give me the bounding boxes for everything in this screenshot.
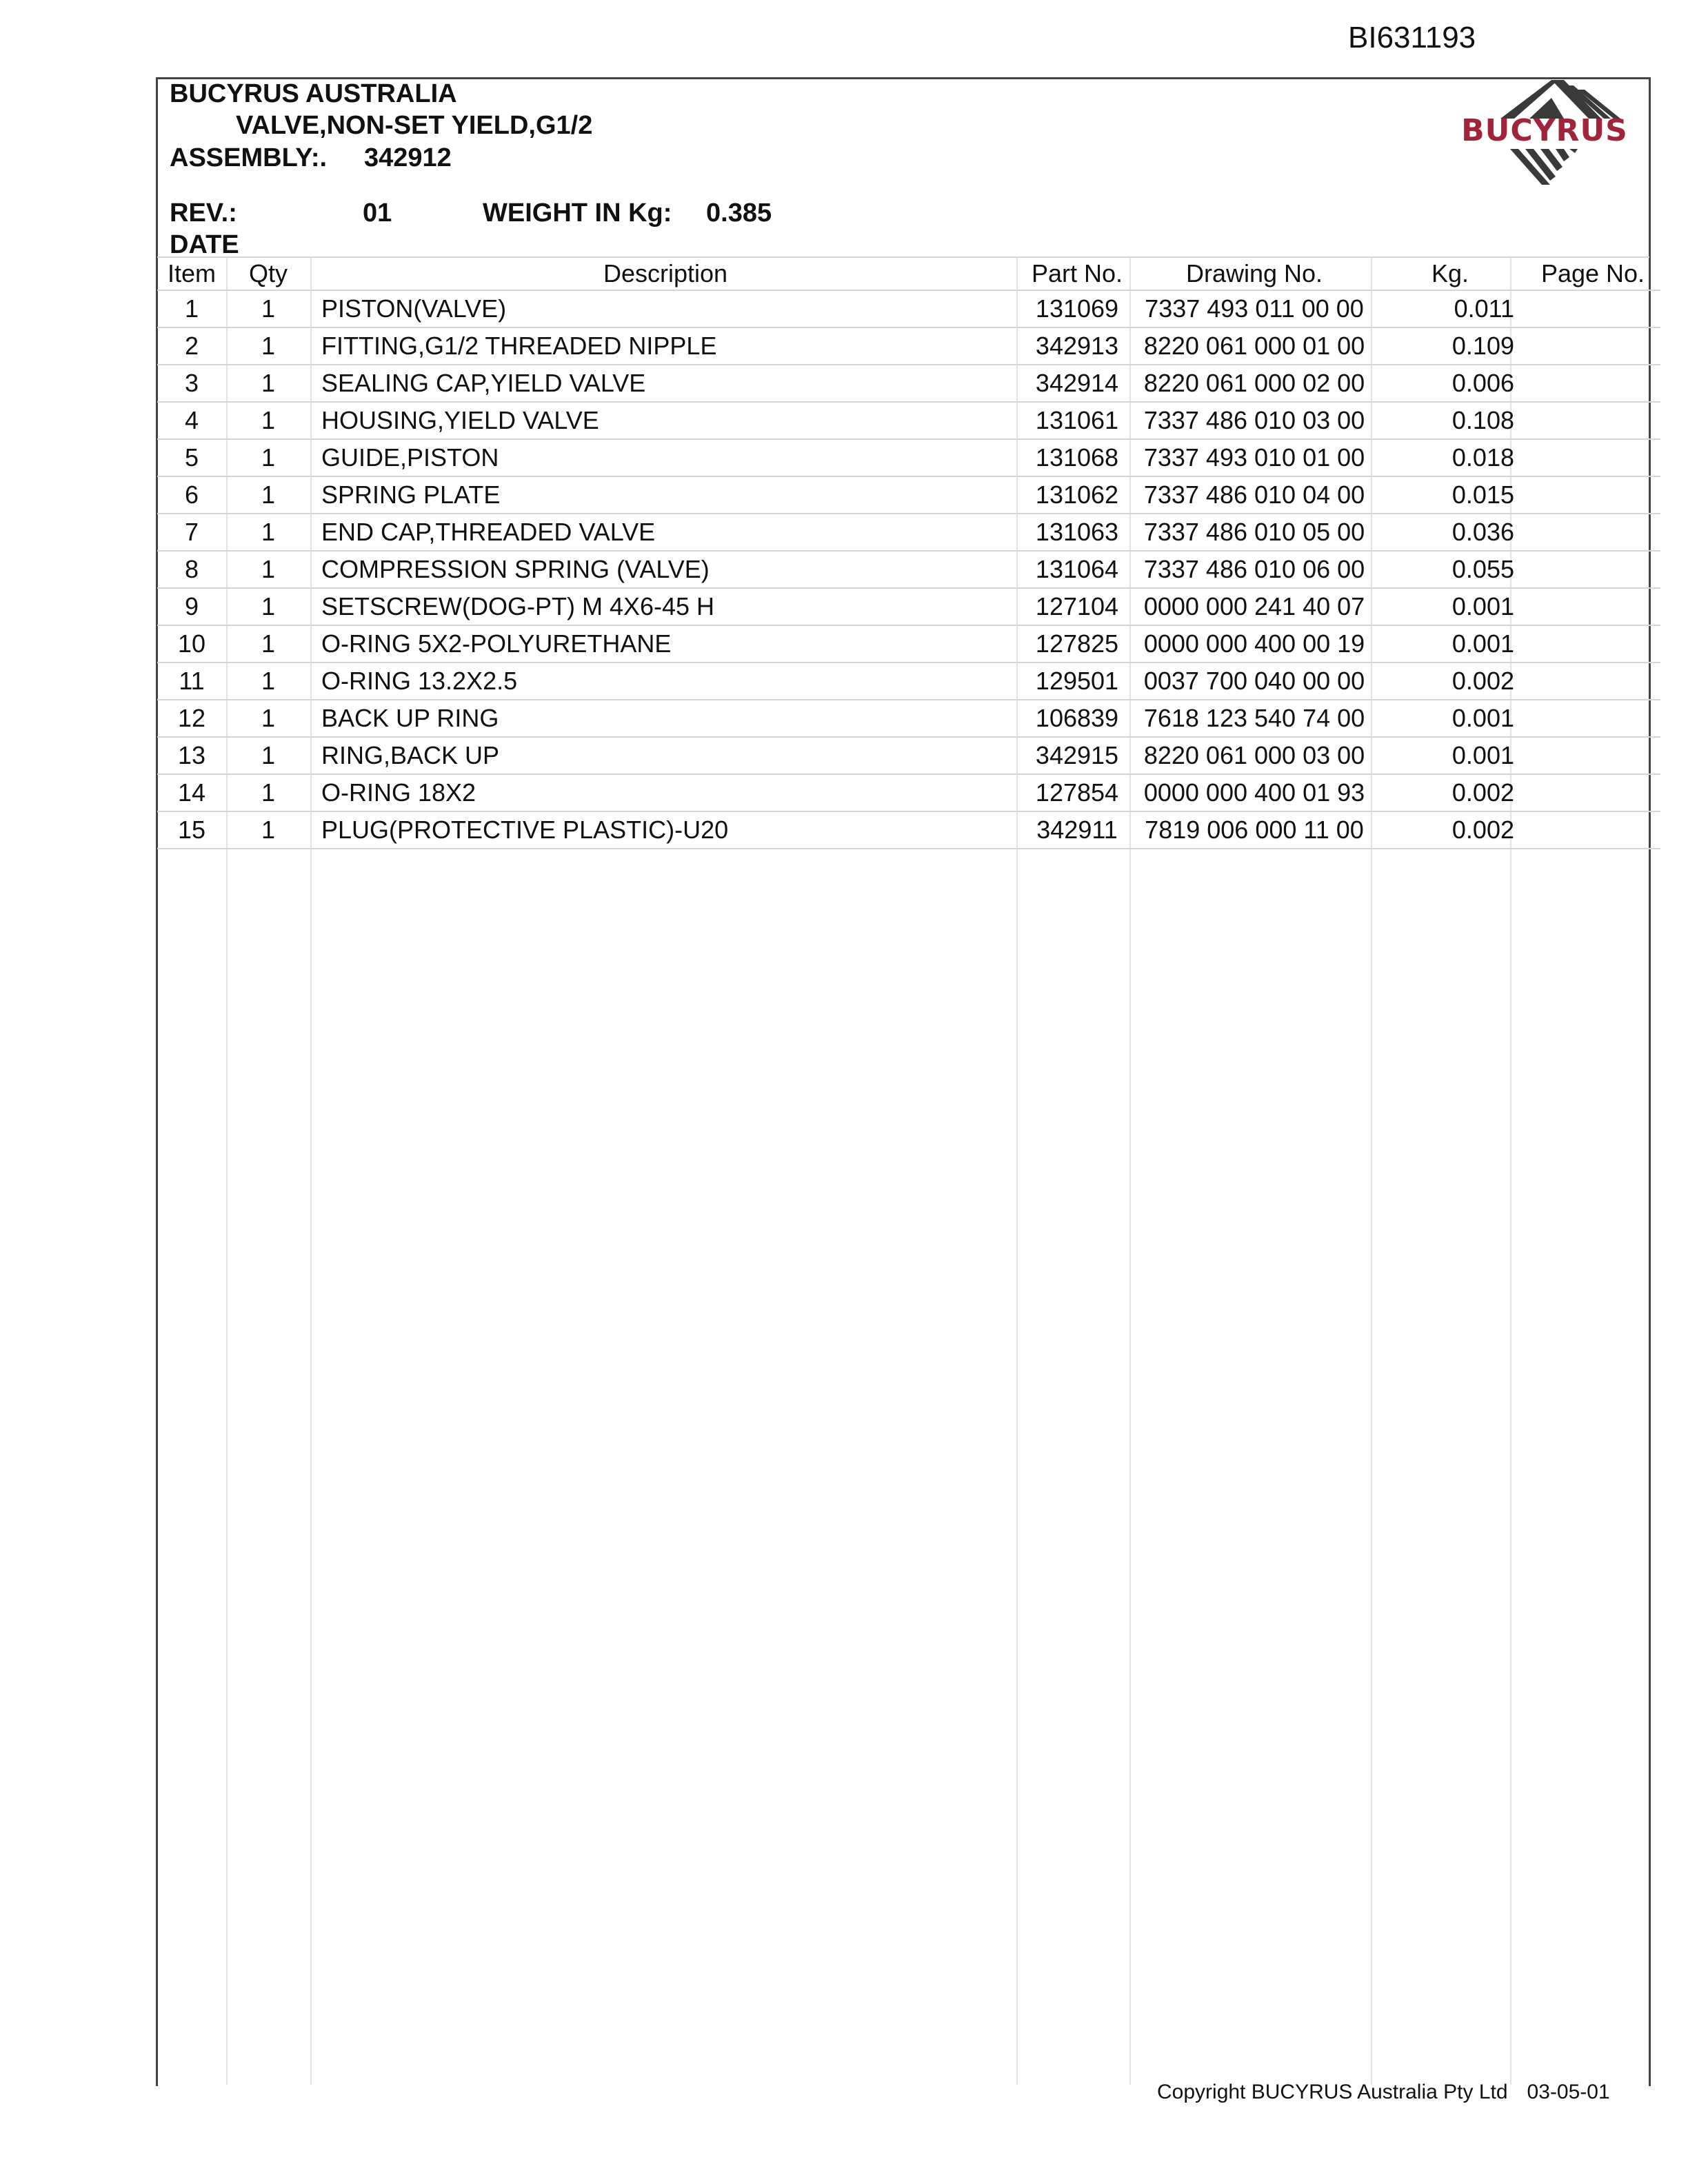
cell-qty: 1 [226, 476, 310, 514]
cell-description: BACK UP RING [310, 700, 1021, 737]
cell-drawing-no: 0037 700 040 00 00 [1134, 663, 1375, 700]
cell-kg: 0.036 [1375, 514, 1525, 551]
parts-table [157, 258, 1660, 849]
cell-qty: 1 [226, 811, 310, 849]
cell-item: 4 [157, 402, 226, 439]
cell-kg: 0.018 [1375, 439, 1525, 476]
cell-kg: 0.001 [1375, 588, 1525, 625]
cell-part-no: 342911 [1021, 811, 1134, 849]
column-header-part-no: Part No. [1021, 258, 1134, 290]
cell-page-no [1525, 588, 1660, 625]
cell-item: 5 [157, 439, 226, 476]
cell-qty: 1 [226, 588, 310, 625]
cell-qty: 1 [226, 625, 310, 663]
assembly-label: ASSEMBLY:. [170, 143, 328, 172]
cell-kg: 0.055 [1375, 551, 1525, 588]
cell-kg: 0.006 [1375, 365, 1525, 402]
cell-item: 11 [157, 663, 226, 700]
cell-item: 10 [157, 625, 226, 663]
revision-value: 01 [363, 199, 392, 228]
cell-drawing-no: 0000 000 400 00 19 [1134, 625, 1375, 663]
cell-item: 6 [157, 476, 226, 514]
cell-description: O-RING 18X2 [310, 774, 1021, 811]
date-label: DATE [170, 230, 239, 259]
company-name: BUCYRUS AUSTRALIA [170, 79, 457, 108]
cell-qty: 1 [226, 551, 310, 588]
cell-qty: 1 [226, 439, 310, 476]
cell-drawing-no: 7337 486 010 05 00 [1134, 514, 1375, 551]
cell-kg: 0.001 [1375, 737, 1525, 774]
table-row [157, 365, 1660, 402]
cell-qty: 1 [226, 774, 310, 811]
column-header-item: Item [157, 258, 226, 290]
cell-kg: 0.002 [1375, 811, 1525, 849]
cell-item: 3 [157, 365, 226, 402]
table-row [157, 663, 1660, 700]
cell-page-no [1525, 327, 1660, 365]
table-row [157, 551, 1660, 588]
cell-qty: 1 [226, 514, 310, 551]
cell-description: PLUG(PROTECTIVE PLASTIC)-U20 [310, 811, 1021, 849]
table-header-row [157, 258, 1660, 290]
weight-label: WEIGHT IN Kg: [483, 199, 672, 228]
cell-kg: 0.015 [1375, 476, 1525, 514]
cell-description: GUIDE,PISTON [310, 439, 1021, 476]
cell-page-no [1525, 476, 1660, 514]
table-row [157, 514, 1660, 551]
cell-page-no [1525, 663, 1660, 700]
assembly-title: VALVE,NON-SET YIELD,G1/2 [236, 111, 593, 140]
cell-qty: 1 [226, 737, 310, 774]
cell-description: END CAP,THREADED VALVE [310, 514, 1021, 551]
cell-part-no: 342914 [1021, 365, 1134, 402]
cell-qty: 1 [226, 663, 310, 700]
cell-item: 9 [157, 588, 226, 625]
assembly-number: 342912 [364, 143, 452, 172]
cell-kg: 0.011 [1375, 290, 1525, 327]
column-header-qty: Qty [226, 258, 310, 290]
weight-value: 0.385 [706, 199, 772, 228]
cell-part-no: 131069 [1021, 290, 1134, 327]
cell-item: 15 [157, 811, 226, 849]
cell-page-no [1525, 439, 1660, 476]
cell-page-no [1525, 737, 1660, 774]
cell-kg: 0.002 [1375, 663, 1525, 700]
cell-item: 2 [157, 327, 226, 365]
logo-lower-marks [1510, 149, 1578, 185]
table-row [157, 774, 1660, 811]
cell-part-no: 106839 [1021, 700, 1134, 737]
cell-drawing-no: 0000 000 241 40 07 [1134, 588, 1375, 625]
cell-part-no: 131063 [1021, 514, 1134, 551]
cell-drawing-no: 7337 486 010 06 00 [1134, 551, 1375, 588]
table-row [157, 290, 1660, 327]
cell-drawing-no: 7337 486 010 04 00 [1134, 476, 1375, 514]
cell-page-no [1525, 811, 1660, 849]
cell-item: 8 [157, 551, 226, 588]
cell-part-no: 129501 [1021, 663, 1134, 700]
cell-kg: 0.108 [1375, 402, 1525, 439]
table-row [157, 700, 1660, 737]
cell-item: 1 [157, 290, 226, 327]
table-row [157, 625, 1660, 663]
cell-item: 7 [157, 514, 226, 551]
cell-part-no: 342913 [1021, 327, 1134, 365]
cell-description: FITTING,G1/2 THREADED NIPPLE [310, 327, 1021, 365]
cell-part-no: 127104 [1021, 588, 1134, 625]
cell-page-no [1525, 774, 1660, 811]
cell-page-no [1525, 700, 1660, 737]
cell-part-no: 342915 [1021, 737, 1134, 774]
cell-page-no [1525, 365, 1660, 402]
cell-drawing-no: 7337 493 011 00 00 [1134, 290, 1375, 327]
cell-description: SPRING PLATE [310, 476, 1021, 514]
cell-qty: 1 [226, 402, 310, 439]
footer [1157, 2081, 1610, 2104]
cell-qty: 1 [226, 290, 310, 327]
cell-description: HOUSING,YIELD VALVE [310, 402, 1021, 439]
cell-drawing-no: 8220 061 000 03 00 [1134, 737, 1375, 774]
cell-drawing-no: 7618 123 540 74 00 [1134, 700, 1375, 737]
cell-page-no [1525, 551, 1660, 588]
cell-kg: 0.109 [1375, 327, 1525, 365]
cell-description: SETSCREW(DOG-PT) M 4X6-45 H [310, 588, 1021, 625]
bucyrus-logo [1448, 77, 1641, 198]
cell-description: PISTON(VALVE) [310, 290, 1021, 327]
cell-kg: 0.001 [1375, 700, 1525, 737]
cell-description: COMPRESSION SPRING (VALVE) [310, 551, 1021, 588]
cell-part-no: 131062 [1021, 476, 1134, 514]
document-id: BI631193 [1348, 21, 1476, 54]
cell-part-no: 127854 [1021, 774, 1134, 811]
column-header-kg: Kg. [1375, 258, 1525, 290]
cell-drawing-no: 7337 493 010 01 00 [1134, 439, 1375, 476]
cell-part-no: 131061 [1021, 402, 1134, 439]
table-row [157, 402, 1660, 439]
table-row [157, 811, 1660, 849]
cell-qty: 1 [226, 365, 310, 402]
table-row [157, 327, 1660, 365]
cell-description: RING,BACK UP [310, 737, 1021, 774]
cell-description: O-RING 13.2X2.5 [310, 663, 1021, 700]
revision-label: REV.: [170, 199, 237, 228]
cell-drawing-no: 8220 061 000 02 00 [1134, 365, 1375, 402]
cell-qty: 1 [226, 700, 310, 737]
table-row [157, 439, 1660, 476]
cell-drawing-no: 8220 061 000 01 00 [1134, 327, 1375, 365]
copyright-text: Copyright BUCYRUS Australia Pty Ltd [1157, 2081, 1508, 2103]
table-row [157, 588, 1660, 625]
cell-drawing-no: 0000 000 400 01 93 [1134, 774, 1375, 811]
cell-part-no: 131064 [1021, 551, 1134, 588]
cell-page-no [1525, 402, 1660, 439]
cell-description: O-RING 5X2-POLYURETHANE [310, 625, 1021, 663]
cell-item: 14 [157, 774, 226, 811]
cell-drawing-no: 7819 006 000 11 00 [1134, 811, 1375, 849]
cell-drawing-no: 7337 486 010 03 00 [1134, 402, 1375, 439]
cell-page-no [1525, 290, 1660, 327]
cell-item: 12 [157, 700, 226, 737]
cell-kg: 0.002 [1375, 774, 1525, 811]
cell-item: 13 [157, 737, 226, 774]
logo-wordmark: BUCYRUS [1461, 113, 1628, 148]
cell-part-no: 131068 [1021, 439, 1134, 476]
cell-page-no [1525, 625, 1660, 663]
column-header-drawing-no: Drawing No. [1134, 258, 1375, 290]
cell-description: SEALING CAP,YIELD VALVE [310, 365, 1021, 402]
cell-qty: 1 [226, 327, 310, 365]
cell-part-no: 127825 [1021, 625, 1134, 663]
footer-date: 03-05-01 [1527, 2081, 1610, 2103]
table-row [157, 476, 1660, 514]
cell-kg: 0.001 [1375, 625, 1525, 663]
column-header-description: Description [310, 258, 1021, 290]
column-header-page-no: Page No. [1525, 258, 1660, 290]
parts-table-body [157, 290, 1660, 849]
table-row [157, 737, 1660, 774]
cell-page-no [1525, 514, 1660, 551]
